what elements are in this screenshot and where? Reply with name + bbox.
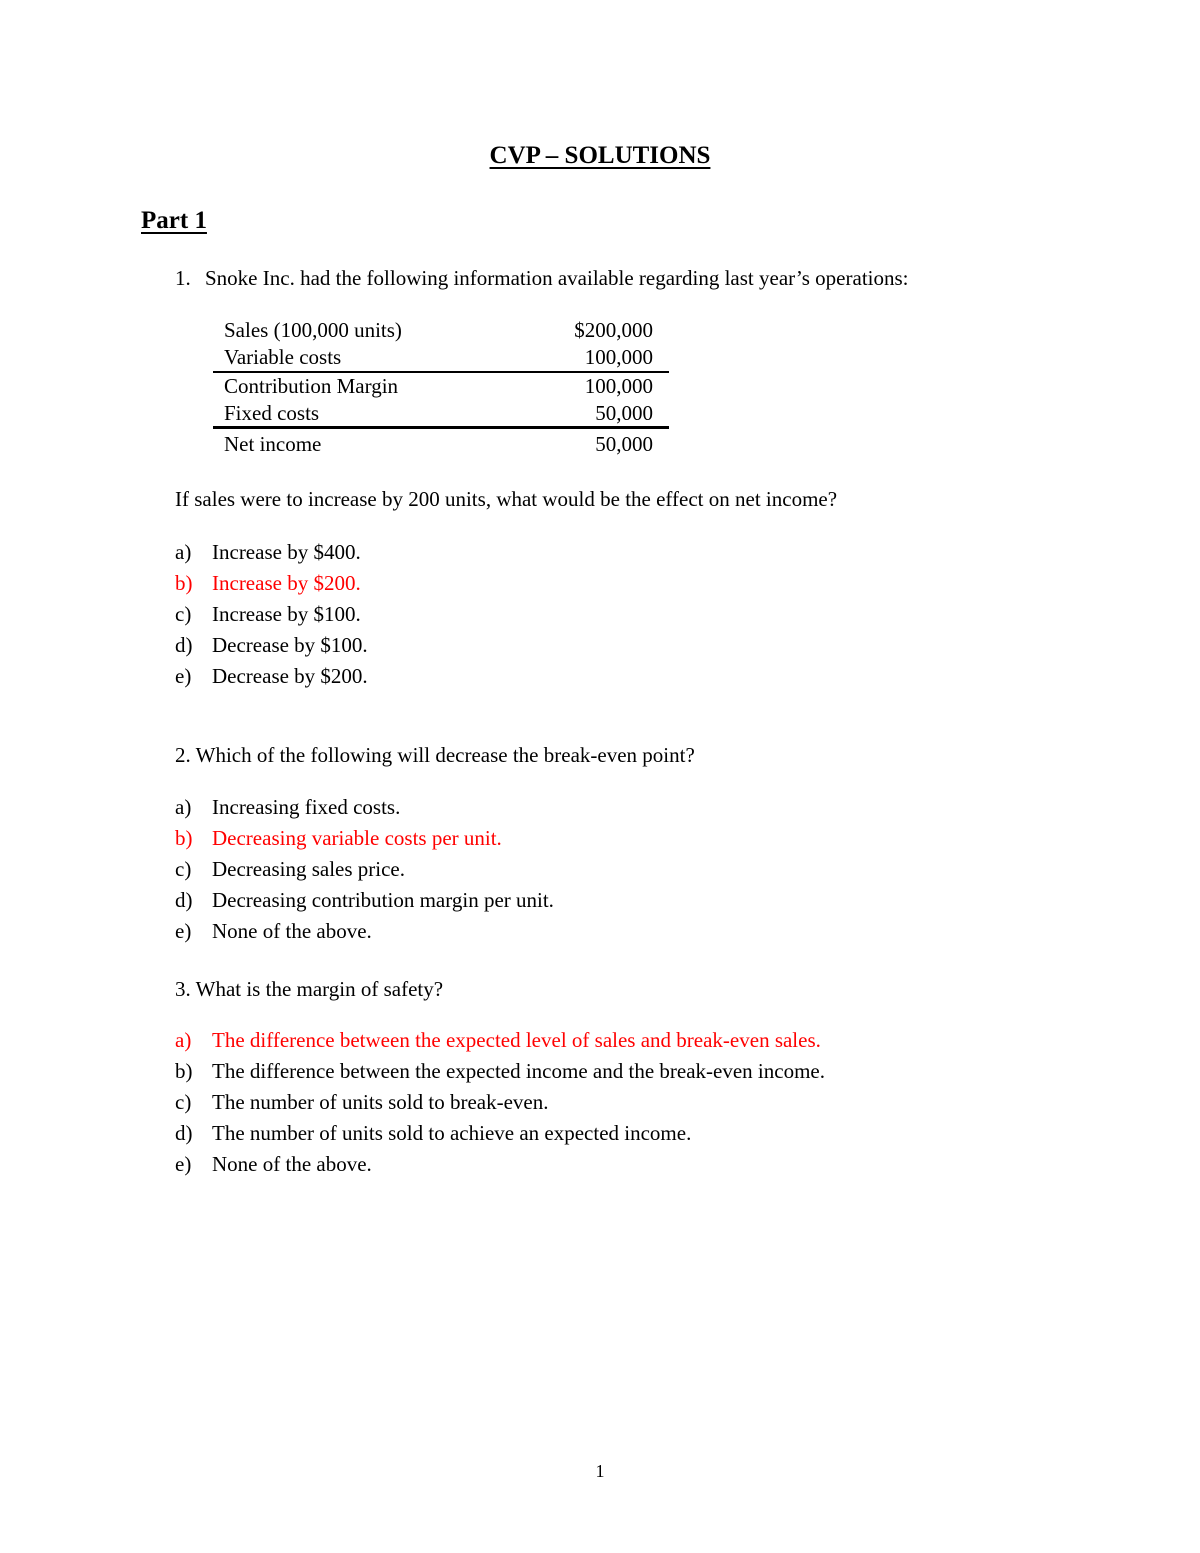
- option-e: [175, 1152, 1075, 1178]
- total-rule: [213, 426, 669, 429]
- option-letter: a): [175, 540, 192, 564]
- q1-question: If sales were to increase by 200 units, what would be the effect on net income?: [175, 487, 838, 511]
- option-c: [175, 1090, 1075, 1116]
- q1-intro: Snoke Inc. had the following information available regarding last year’s operations:: [205, 266, 909, 290]
- table-row: [213, 345, 669, 371]
- option-letter: a): [175, 795, 192, 819]
- option-text: Increase by $400.: [212, 540, 361, 564]
- option-text: The difference between the expected income and the break-even income.: [212, 1059, 825, 1083]
- option-text: Increasing fixed costs.: [212, 795, 401, 819]
- q2-question: 2. Which of the following will decrease the break-even point?: [175, 743, 695, 767]
- option-letter: d): [175, 633, 193, 657]
- option-a: [175, 795, 1075, 821]
- option-text: Decreasing contribution margin per unit.: [212, 888, 554, 912]
- option-text: The number of units sold to achieve an expected income.: [212, 1121, 692, 1145]
- option-d: [175, 1121, 1075, 1147]
- part-title: Part 1: [141, 207, 207, 234]
- row-label: Net income: [224, 432, 322, 456]
- option-b-correct-answer: [175, 826, 1075, 852]
- option-text: None of the above.: [212, 919, 372, 943]
- option-letter: b): [175, 571, 193, 595]
- option-letter: c): [175, 602, 192, 626]
- option-a: [175, 540, 1075, 566]
- table-row: [213, 318, 669, 344]
- option-text: None of the above.: [212, 1152, 372, 1176]
- option-text: Decreasing sales price.: [212, 857, 405, 881]
- option-text: Decrease by $100.: [212, 633, 368, 657]
- table-row: [213, 432, 669, 458]
- table-row: [213, 374, 669, 400]
- table-row: [213, 401, 669, 427]
- row-value: 100,000: [584, 345, 653, 369]
- option-letter: c): [175, 1090, 192, 1114]
- row-value: $200,000: [574, 318, 653, 342]
- row-value: 100,000: [584, 374, 653, 398]
- option-c: [175, 602, 1075, 628]
- page-number: 1: [595, 1461, 605, 1481]
- option-text: The number of units sold to break-even.: [212, 1090, 549, 1114]
- option-text: Decreasing variable costs per unit.: [212, 826, 502, 850]
- option-letter: e): [175, 664, 192, 688]
- option-letter: b): [175, 1059, 193, 1083]
- option-letter: c): [175, 857, 192, 881]
- row-label: Sales (100,000 units): [224, 318, 402, 342]
- option-text: Increase by $100.: [212, 602, 361, 626]
- subtotal-rule: [213, 371, 669, 373]
- row-value: 50,000: [595, 432, 653, 456]
- option-letter: d): [175, 888, 193, 912]
- option-letter: a): [175, 1028, 192, 1052]
- row-label: Variable costs: [224, 345, 342, 369]
- option-b: [175, 1059, 1075, 1085]
- q3-question: 3. What is the margin of safety?: [175, 977, 444, 1001]
- option-e: [175, 919, 1075, 945]
- option-a-correct-answer: [175, 1028, 1075, 1054]
- option-letter: b): [175, 826, 193, 850]
- option-text: Decrease by $200.: [212, 664, 368, 688]
- option-e: [175, 664, 1075, 690]
- row-label: Fixed costs: [224, 401, 320, 425]
- option-letter: e): [175, 919, 192, 943]
- option-text: Increase by $200.: [212, 571, 361, 595]
- document-title: CVP – SOLUTIONS: [489, 142, 711, 169]
- option-letter: e): [175, 1152, 192, 1176]
- option-b-correct-answer: [175, 571, 1075, 597]
- option-d: [175, 888, 1075, 914]
- row-value: 50,000: [595, 401, 653, 425]
- row-label: Contribution Margin: [224, 374, 399, 398]
- option-letter: d): [175, 1121, 193, 1145]
- q1-number: 1.: [175, 266, 191, 290]
- option-d: [175, 633, 1075, 659]
- option-c: [175, 857, 1075, 883]
- option-text: The difference between the expected level of sales and break-even sales.: [212, 1028, 821, 1052]
